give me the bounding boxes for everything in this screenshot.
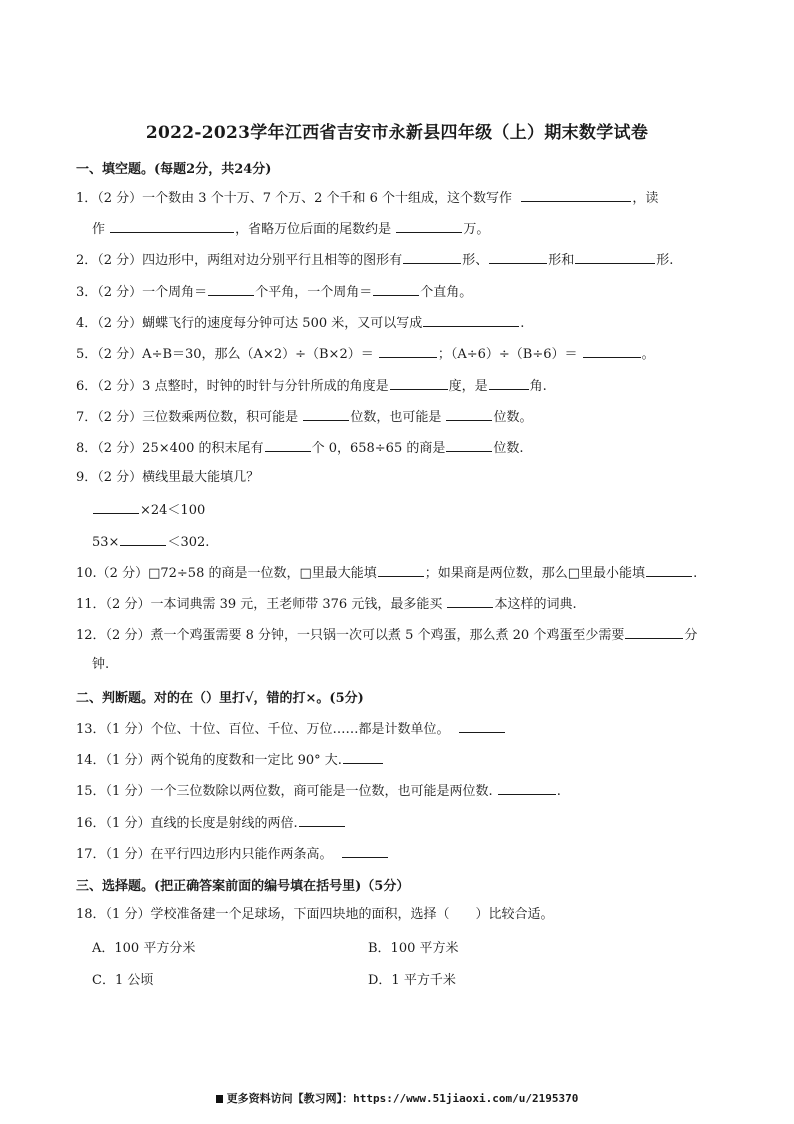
page-title: 2022-2023学年江西省吉安市永新县四年级（上）期末数学试卷 bbox=[145, 123, 649, 143]
question-1-cont: 作 ，省略万位后面的尾数约是 万。 bbox=[92, 219, 489, 239]
question-12: 12．（2 分）煮一个鸡蛋需要 8 分钟，一只锅一次可以煮 5 个鸡蛋，那么煮 20 个鸡蛋至少需要 分 bbox=[76, 625, 697, 645]
answer-blank[interactable] bbox=[521, 188, 631, 202]
answer-blank[interactable] bbox=[423, 313, 519, 327]
question-1: 1．（2 分）一个数由 3 个十万、7 个万、2 个千和 6 个十组成，这个数写作 ，读 bbox=[76, 188, 658, 208]
option-a[interactable]: A．100 平方分米 bbox=[92, 941, 196, 956]
section-judge-heading: 二、判断题。对的在（）里打√，错的打×。(5分) bbox=[76, 691, 364, 706]
answer-blank[interactable] bbox=[120, 532, 166, 546]
question-7: 7．（2 分）三位数乘两位数，积可能是 位数，也可能是 位数。 bbox=[76, 407, 533, 427]
answer-blank[interactable] bbox=[396, 219, 462, 233]
answer-blank[interactable] bbox=[583, 344, 641, 358]
answer-blank[interactable] bbox=[446, 407, 492, 421]
answer-blank[interactable] bbox=[489, 376, 529, 390]
question-11: 11．（2 分）一本词典需 39 元，王老师带 376 元钱，最多能买 本这样的词典. bbox=[76, 594, 577, 614]
option-b[interactable]: B．100 平方米 bbox=[368, 941, 459, 956]
question-14: 14．（1 分）两个锐角的度数和一定比 90° 大. bbox=[76, 750, 384, 770]
question-13: 13．（1 分）个位、十位、百位、千位、万位……都是计数单位。 bbox=[76, 719, 506, 739]
answer-blank[interactable] bbox=[498, 781, 556, 795]
answer-blank[interactable] bbox=[379, 344, 437, 358]
question-9-part-2: 53× ＜302. bbox=[92, 532, 209, 552]
answer-blank[interactable] bbox=[299, 813, 345, 827]
answer-blank[interactable] bbox=[373, 282, 419, 296]
question-3: 3．（2 分）一个周角＝ 个平角，一个周角＝ 个直角。 bbox=[76, 282, 472, 302]
question-15: 15．（1 分）一个三位数除以两位数，商可能是一位数，也可能是两位数. . bbox=[76, 781, 561, 801]
answer-blank[interactable] bbox=[93, 500, 139, 514]
answer-blank[interactable] bbox=[459, 719, 505, 733]
answer-blank[interactable] bbox=[489, 250, 547, 264]
answer-blank[interactable] bbox=[390, 376, 448, 390]
question-6: 6．（2 分）3 点整时，时钟的时针与分针所成的角度是 度，是 角. bbox=[76, 376, 547, 396]
answer-blank[interactable] bbox=[343, 750, 383, 764]
option-c[interactable]: C．1 公顷 bbox=[92, 973, 154, 988]
question-9-part-1: ×24＜100 bbox=[92, 500, 205, 520]
answer-blank[interactable] bbox=[403, 250, 461, 264]
answer-blank[interactable] bbox=[342, 844, 388, 858]
answer-blank[interactable] bbox=[646, 563, 692, 577]
question-16: 16．（1 分）直线的长度是射线的两倍. bbox=[76, 813, 346, 833]
question-9: 9．（2 分）横线里最大能填几？ bbox=[76, 470, 260, 485]
answer-blank[interactable] bbox=[208, 282, 254, 296]
flag-icon bbox=[216, 1095, 223, 1103]
footer bbox=[0, 1090, 794, 1106]
question-10: 10.（2 分）□72÷58 的商是一位数，□里最大能填 ；如果商是两位数，那么□里最小能填 . bbox=[76, 563, 697, 583]
section-choice-heading: 三、选择题。(把正确答案前面的编号填在括号里)（5分） bbox=[76, 879, 410, 894]
answer-blank[interactable] bbox=[378, 563, 424, 577]
answer-blank[interactable] bbox=[625, 625, 683, 639]
question-5: 5．（2 分）A÷B＝30，那么（A×2）÷（B×2）＝ ；（A÷6）÷（B÷6）＝ 。 bbox=[76, 344, 655, 364]
answer-blank[interactable] bbox=[303, 407, 349, 421]
answer-blank[interactable] bbox=[446, 438, 492, 452]
option-d[interactable]: D．1 平方千米 bbox=[368, 973, 456, 988]
answer-blank[interactable] bbox=[110, 219, 234, 233]
answer-blank[interactable] bbox=[447, 594, 493, 608]
section-fill-blank-heading: 一、填空题。(每题2分，共24分) bbox=[76, 162, 272, 177]
footer-link[interactable]: 更多资料访问【教习网】：https://www.51jiaoxi.com/u/2195370 bbox=[226, 1092, 579, 1105]
question-2: 2．（2 分）四边形中，两组对边分别平行且相等的图形有 形、 形和 形. bbox=[76, 250, 673, 270]
question-18: 18．（1 分）学校准备建一个足球场，下面四块地的面积，选择（ ）比较合适。 bbox=[76, 907, 554, 922]
question-17: 17．（1 分）在平行四边形内只能作两条高。 bbox=[76, 844, 389, 864]
question-12-cont: 钟. bbox=[92, 657, 110, 672]
answer-blank[interactable] bbox=[575, 250, 655, 264]
question-4: 4．（2 分）蝴蝶飞行的速度每分钟可达 500 米，又可以写成 . bbox=[76, 313, 524, 333]
answer-blank[interactable] bbox=[265, 438, 311, 452]
question-8: 8．（2 分）25×400 的积末尾有 个 0，658÷65 的商是 位数. bbox=[76, 438, 524, 458]
